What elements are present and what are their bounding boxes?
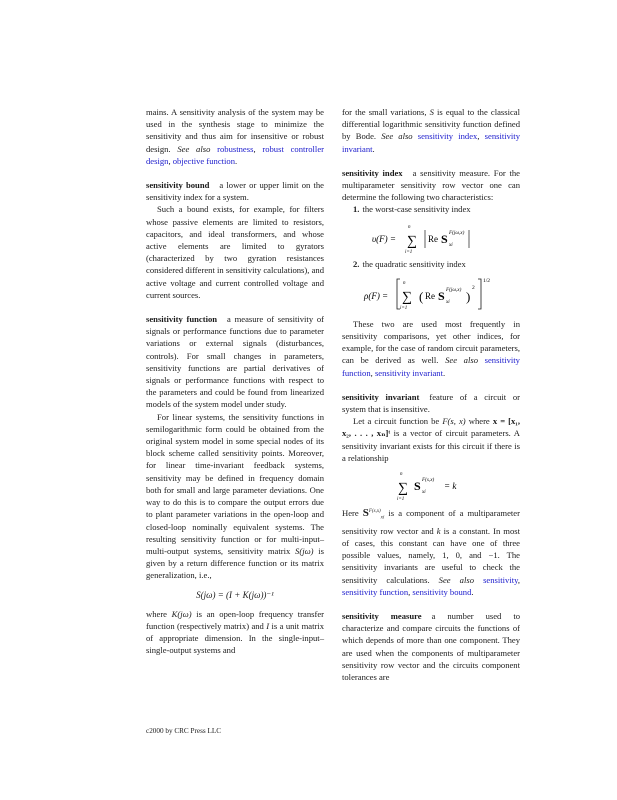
svg-text:Re: Re — [428, 233, 438, 244]
svg-text:xi: xi — [449, 241, 453, 248]
entry-sensitivity-index: sensitivity index a sensitivity measure. For the multiparameter sensitivity row vector one can determine the following two characteristics: — [342, 167, 520, 203]
svg-text:F(jω,x): F(jω,x) — [449, 229, 465, 236]
right-bracket — [478, 279, 481, 309]
svg-text:2: 2 — [472, 284, 475, 291]
svg-text:S: S — [414, 479, 421, 494]
svg-text:xi: xi — [446, 298, 450, 305]
link-robust-controller-design[interactable]: robust controller design — [146, 143, 324, 166]
link-sensitivity-invariant[interactable]: sensitivity invariant — [342, 131, 520, 154]
svg-text:n: n — [408, 224, 411, 230]
entry-term: sensitivity invariant — [342, 391, 420, 402]
svg-text:F(s,x): F(s,x) — [422, 477, 435, 484]
link-sensitivity-function[interactable]: sensitivity function — [342, 355, 520, 378]
svg-text:ρ(F) =: ρ(F) = — [364, 290, 389, 301]
svg-text:): ) — [466, 288, 471, 304]
continued-paragraph: for the small variations, S is equal to the classical differential logarithmic sensitivity function defined by Bode. See also sensitivity index, sensitivity invariant. — [342, 107, 521, 154]
list-item: 2. the quadratic sensitivity index — [353, 258, 466, 269]
entry-sensitivity-invariant: sensitivity invariant feature of a circuit or system that is insensitive. — [342, 391, 520, 415]
entry-sensitivity-bound: sensitivity bound a lower or upper limit on the sensitivity index for a system. — [146, 180, 324, 203]
svg-text:1/2: 1/2 — [483, 277, 491, 284]
link-objective-function[interactable]: objective function — [172, 155, 236, 166]
link-sensitivity-function[interactable]: sensitivity function — [342, 586, 409, 597]
svg-text:υ(F) =: υ(F) = — [372, 233, 396, 244]
equation-sensitivity-matrix: S(jω) = (I + K(jω))⁻¹ — [196, 589, 274, 600]
entry-sensitivity-measure: sensitivity measure a number used to characterize and compare circuits the functions of which depends of more than one component. They are used when the components of multiparameter sensitivity row vector and the circuits component tolerances are — [342, 611, 521, 683]
link-sensitivity[interactable]: sensitivity — [483, 574, 518, 585]
svg-text:Re: Re — [425, 290, 435, 301]
equation-worst-case-index — [342, 219, 520, 255]
link-sensitivity-invariant[interactable]: sensitivity invariant — [374, 367, 443, 378]
svg-text:i=1: i=1 — [405, 249, 413, 255]
summation-sign: ∑ — [407, 233, 417, 249]
left-column — [146, 106, 324, 656]
link-robustness[interactable]: robustness — [217, 143, 254, 154]
svg-text:n: n — [403, 280, 406, 286]
svg-text:= k: = k — [444, 481, 457, 492]
entry-paragraph: where K(jω) is an open-loop frequency transfer function (respectively matrix) and I is a unit matrix of appropriate dimension. In the single-input–single-output systems and — [146, 608, 325, 656]
entry-paragraph: Here $S^{F(s,x)}_{xi}$ is a component of a multiparameter sensitivity row vector and k is a constant. In most of cases, this constant can have one of three possible values, namely, 1, 0, and −1. The sensitivity invariants are useful to check the sensitivity calculations. See also sensitivity, sensitivity function, sensitivity bound. — [342, 506, 521, 597]
svg-text:xi: xi — [422, 489, 426, 496]
svg-text:i=1: i=1 — [400, 305, 408, 311]
svg-text:i=1: i=1 — [397, 497, 405, 503]
right-column — [342, 106, 520, 683]
entry-term: sensitivity index — [342, 167, 403, 178]
svg-text:F(jω,x): F(jω,x) — [446, 286, 462, 293]
link-sensitivity-bound[interactable]: sensitivity bound — [412, 586, 472, 597]
svg-text:(: ( — [419, 288, 424, 304]
copyright-footer: c2000 by CRC Press LLC — [146, 727, 222, 735]
svg-text:S: S — [441, 231, 448, 246]
entry-term: sensitivity function — [146, 314, 218, 325]
equation-quadratic-index — [342, 273, 520, 315]
entry-term: sensitivity measure — [342, 611, 422, 622]
svg-text:n: n — [400, 472, 403, 478]
equation-sensitivity-invariant — [342, 467, 520, 503]
continued-paragraph: mains. A sensitivity analysis of the system may be used in the synthesis stage to minimize the sensitivity and thus aim for insensitive or robust design. See also robustness, robust controller design, objective function. — [146, 107, 324, 166]
entry-paragraph: These two are used most frequently in sensitivity comparisons, yet other indices, for example, for the case of random circuit parameters, can be derived as well. See also sensitivity function, sensitivity invariant. — [342, 318, 520, 378]
link-sensitivity-index[interactable]: sensitivity index — [417, 131, 478, 142]
summation-sign: ∑ — [398, 481, 408, 497]
entry-paragraph: Such a bound exists, for example, for filters whose passive elements are limited to resistors, capacitors, and ideal transformers, and whose active elements are limited to gyrators (characterized by two gyration resistances considered different in sensitivity calculations), and active voltage and current controlled voltage and current sources. — [146, 204, 324, 300]
left-bracket — [397, 279, 400, 309]
list-item: 1. the worst-case sensitivity index — [353, 204, 471, 215]
entry-sensitivity-function: sensitivity function a measure of sensitivity of signals or performance functions due to parameter variations or external signals (disturbances, controls). For small changes in parameters, sensitivity functions are partial derivatives of signals or performance functions with respect to the parameters and could be found from linearized models of the system model under study. — [146, 314, 324, 410]
entry-term: sensitivity bound — [146, 180, 210, 191]
summation-sign: ∑ — [402, 289, 412, 305]
svg-text:S: S — [438, 288, 445, 303]
entry-paragraph: For linear systems, the sensitivity functions in semilogarithmic form could be obtained from the original system model in some special nodes of its block scheme called sensitivity points. Moreover, for linear time-invariant feedback systems, sensitivity may be defined in frequency domain both for small and large parameter deviations. One way to do this is to compare the output errors due to plant parameter variations in the open-loop and closed-loop nominally equivalent systems. The resulting sensitivity function or for multi-input–multi-output systems, sensitivity matrix S(jω) is given by a return difference function or its matrix generalization, i.e., — [146, 411, 324, 581]
entry-paragraph: Let a circuit function be F(s, x) where x = [x₁, x₂, . . . , xₙ]ᵗ is a vector of circuit parameters. A sensitivity invariant exists for this circuit if there is a relationship — [342, 416, 521, 463]
